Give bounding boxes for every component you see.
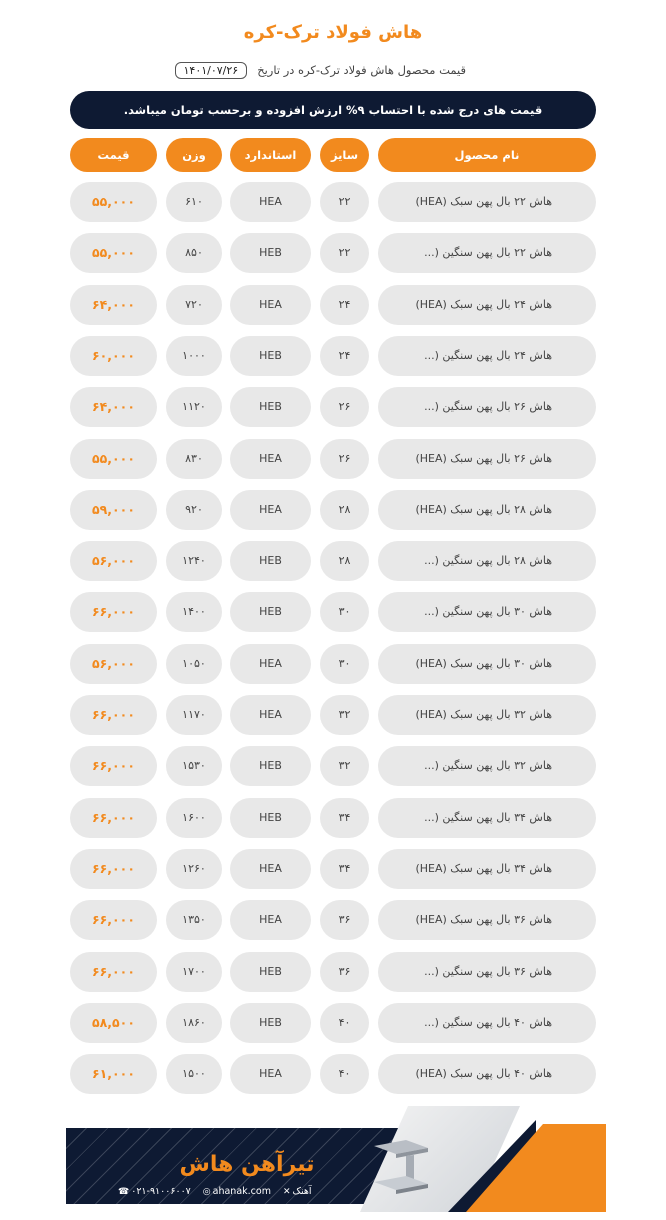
size-cell: ۲۴ (320, 336, 369, 376)
standard-cell: HEA (230, 695, 311, 735)
product-name-cell: هاش ۲۲ بال پهن سبک (HEA) (378, 182, 596, 222)
standard-cell: HEA (230, 182, 311, 222)
banner-website[interactable]: ahanak.com (212, 1186, 271, 1197)
standard-cell: HEB (230, 541, 311, 581)
vat-notice-banner: قیمت های درج شده با احتساب ۹% ارزش افزوده و برحسب تومان میباشد. (70, 91, 596, 129)
product-name-cell: هاش ۳۶ بال پهن سنگین (... (378, 952, 596, 992)
size-cell: ۲۶ (320, 439, 369, 479)
banner-brand: آهنک (292, 1186, 312, 1197)
product-name-cell: هاش ۳۶ بال پهن سبک (HEA) (378, 900, 596, 940)
size-cell: ۲۸ (320, 490, 369, 530)
standard-cell: HEB (230, 233, 311, 273)
price-cell: ۵۹,۰۰۰ (70, 490, 157, 530)
banner-website-wrap[interactable] (203, 1186, 271, 1197)
price-cell: ۵۵,۰۰۰ (70, 182, 157, 222)
size-cell: ۳۲ (320, 746, 369, 786)
weight-cell: ۱۶۰۰ (166, 798, 222, 838)
price-cell: ۶۴,۰۰۰ (70, 387, 157, 427)
product-name-cell: هاش ۳۴ بال پهن سبک (HEA) (378, 849, 596, 889)
brand-logo-icon: ✕ (282, 1187, 291, 1197)
date-box: ۱۴۰۱/۰۷/۲۶ (175, 62, 248, 79)
standard-cell: HEB (230, 952, 311, 992)
product-name-cell: هاش ۳۰ بال پهن سبک (HEA) (378, 644, 596, 684)
weight-cell: ۱۷۰۰ (166, 952, 222, 992)
price-cell: ۶۴,۰۰۰ (70, 285, 157, 325)
price-cell: ۶۶,۰۰۰ (70, 900, 157, 940)
standard-cell: HEB (230, 746, 311, 786)
product-name-cell: هاش ۴۰ بال پهن سنگین (... (378, 1003, 596, 1043)
product-name-cell: هاش ۲۴ بال پهن سنگین (... (378, 336, 596, 376)
weight-cell: ۶۱۰ (166, 182, 222, 222)
phone-icon: ☎ (118, 1187, 130, 1197)
page-title: هاش فولاد ترک-کره (243, 22, 423, 43)
date-line (175, 60, 467, 80)
price-cell: ۶۶,۰۰۰ (70, 592, 157, 632)
size-cell: ۳۴ (320, 849, 369, 889)
weight-cell: ۹۲۰ (166, 490, 222, 530)
banner-brand-wrap (283, 1186, 312, 1197)
size-cell: ۲۲ (320, 233, 369, 273)
product-name-cell: هاش ۲۶ بال پهن سنگین (... (378, 387, 596, 427)
weight-cell: ۷۲۰ (166, 285, 222, 325)
product-name-cell: هاش ۳۲ بال پهن سبک (HEA) (378, 695, 596, 735)
weight-cell: ۱۵۰۰ (166, 1054, 222, 1094)
standard-cell: HEA (230, 900, 311, 940)
price-cell: ۵۵,۰۰۰ (70, 233, 157, 273)
price-cell: ۵۸,۵۰۰ (70, 1003, 157, 1043)
standard-cell: HEB (230, 387, 311, 427)
product-name-cell: هاش ۲۴ بال پهن سبک (HEA) (378, 285, 596, 325)
weight-cell: ۱۸۶۰ (166, 1003, 222, 1043)
product-name-cell: هاش ۳۰ بال پهن سنگین (... (378, 592, 596, 632)
date-label: قیمت محصول هاش فولاد ترک-کره در تاریخ (257, 63, 466, 77)
standard-cell: HEA (230, 490, 311, 530)
product-name-cell: هاش ۳۲ بال پهن سنگین (... (378, 746, 596, 786)
banner-phone-wrap (118, 1186, 191, 1197)
standard-cell: HEA (230, 1054, 311, 1094)
banner-phone: ۰۲۱-۹۱۰۰۶۰۰۷ (131, 1186, 191, 1197)
size-cell: ۲۲ (320, 182, 369, 222)
product-name-cell: هاش ۴۰ بال پهن سبک (HEA) (378, 1054, 596, 1094)
weight-cell: ۱۵۳۰ (166, 746, 222, 786)
size-cell: ۲۸ (320, 541, 369, 581)
promo-banner[interactable] (66, 1106, 606, 1212)
standard-cell: HEA (230, 849, 311, 889)
size-cell: ۳۶ (320, 952, 369, 992)
product-name-cell: هاش ۲۶ بال پهن سبک (HEA) (378, 439, 596, 479)
price-cell: ۵۶,۰۰۰ (70, 541, 157, 581)
size-cell: ۳۲ (320, 695, 369, 735)
weight-cell: ۱۲۴۰ (166, 541, 222, 581)
size-cell: ۲۶ (320, 387, 369, 427)
standard-cell: HEB (230, 336, 311, 376)
price-cell: ۶۶,۰۰۰ (70, 746, 157, 786)
header-price: قیمت (70, 138, 157, 172)
price-cell: ۵۵,۰۰۰ (70, 439, 157, 479)
banner-title: تیرآهن هاش (179, 1152, 315, 1177)
weight-cell: ۱۱۲۰ (166, 387, 222, 427)
price-cell: ۶۶,۰۰۰ (70, 798, 157, 838)
weight-cell: ۸۳۰ (166, 439, 222, 479)
size-cell: ۲۴ (320, 285, 369, 325)
size-cell: ۳۶ (320, 900, 369, 940)
standard-cell: HEB (230, 1003, 311, 1043)
weight-cell: ۱۰۰۰ (166, 336, 222, 376)
size-cell: ۳۰ (320, 592, 369, 632)
standard-cell: HEA (230, 285, 311, 325)
size-cell: ۳۴ (320, 798, 369, 838)
product-name-cell: هاش ۲۸ بال پهن سبک (HEA) (378, 490, 596, 530)
price-cell: ۵۶,۰۰۰ (70, 644, 157, 684)
product-name-cell: هاش ۲۲ بال پهن سنگین (... (378, 233, 596, 273)
product-name-cell: هاش ۳۴ بال پهن سنگین (... (378, 798, 596, 838)
weight-cell: ۱۳۵۰ (166, 900, 222, 940)
product-name-cell: هاش ۲۸ بال پهن سنگین (... (378, 541, 596, 581)
price-cell: ۶۶,۰۰۰ (70, 952, 157, 992)
header-size: سایز (320, 138, 369, 172)
standard-cell: HEA (230, 439, 311, 479)
size-cell: ۳۰ (320, 644, 369, 684)
size-cell: ۴۰ (320, 1054, 369, 1094)
weight-cell: ۱۴۰۰ (166, 592, 222, 632)
standard-cell: HEA (230, 644, 311, 684)
header-standard: استاندارد (230, 138, 311, 172)
size-cell: ۴۰ (320, 1003, 369, 1043)
header-product-name: نام محصول (378, 138, 596, 172)
weight-cell: ۱۱۷۰ (166, 695, 222, 735)
weight-cell: ۸۵۰ (166, 233, 222, 273)
standard-cell: HEB (230, 798, 311, 838)
weight-cell: ۱۰۵۰ (166, 644, 222, 684)
price-cell: ۶۶,۰۰۰ (70, 695, 157, 735)
steel-beam-icon (366, 1136, 436, 1196)
price-cell: ۶۶,۰۰۰ (70, 849, 157, 889)
standard-cell: HEB (230, 592, 311, 632)
banner-contact (118, 1186, 312, 1197)
globe-icon: ◎ (202, 1187, 211, 1197)
price-cell: ۶۱,۰۰۰ (70, 1054, 157, 1094)
price-cell: ۶۰,۰۰۰ (70, 336, 157, 376)
header-weight: وزن (166, 138, 222, 172)
weight-cell: ۱۲۶۰ (166, 849, 222, 889)
